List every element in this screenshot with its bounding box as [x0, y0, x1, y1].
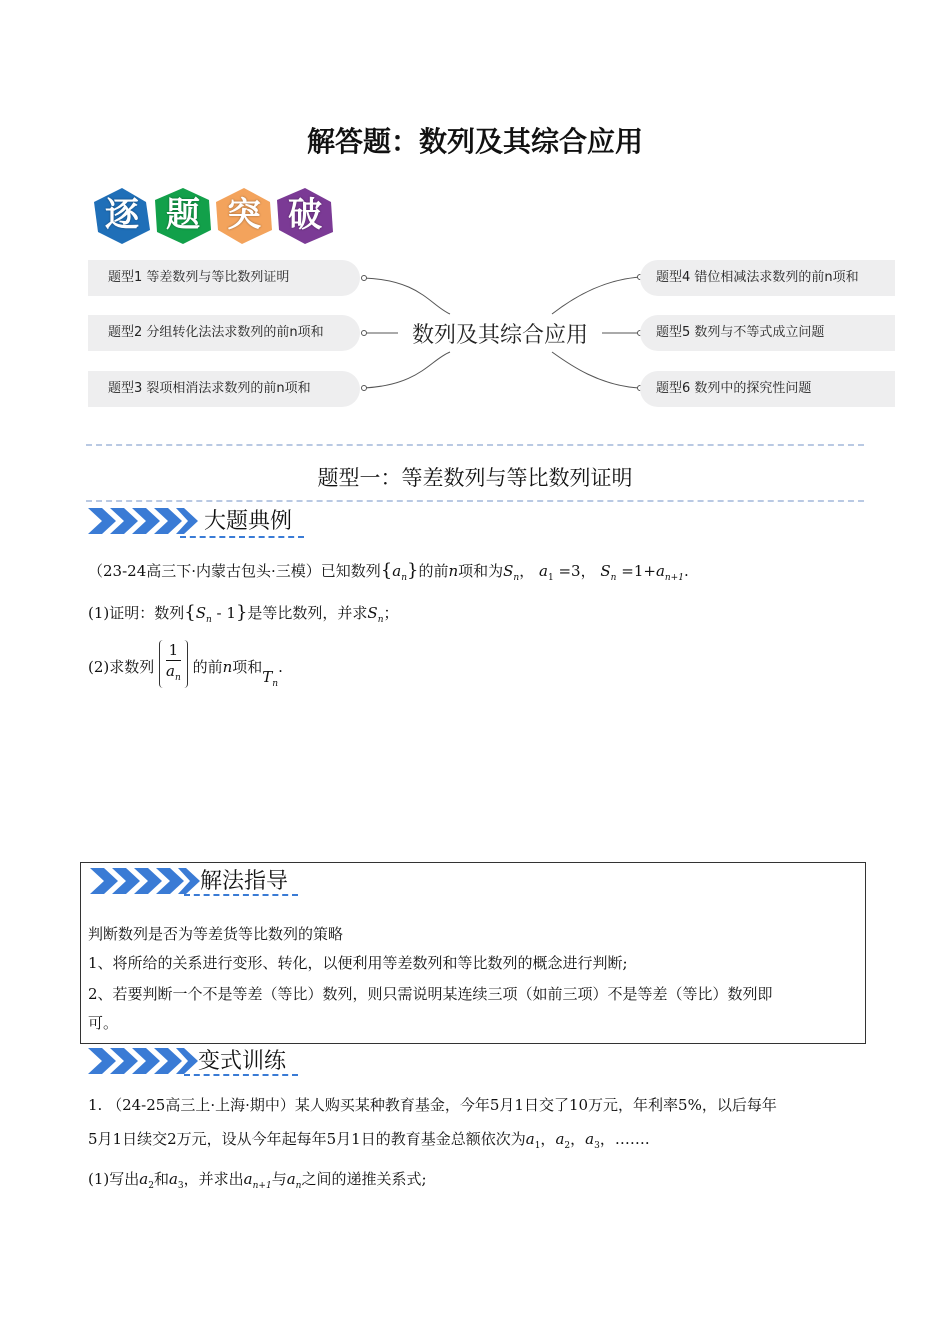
- banner-practice-label: 变式训练: [198, 1049, 287, 1074]
- chevrons-icon: [88, 506, 198, 536]
- mindmap-item-1: 题型1 等差数列与等比数列证明: [88, 260, 360, 296]
- chevrons-icon: [88, 1046, 198, 1076]
- header-bubble-1: [92, 186, 152, 246]
- header-char: 突: [227, 195, 261, 235]
- header-bubble-3: [214, 186, 274, 246]
- brace-right: }: [235, 602, 248, 623]
- practice-line-1: 1. （24-25高三上·上海·期中）某人购买某种教育基金，今年5月1日交了10万元，年利率5%，以后每年: [88, 1096, 777, 1114]
- banner-underline: [180, 536, 304, 538]
- example-question-2: (2)求数列 $\frac{1}{a_n}$ 的前n项和$T_n$.: [88, 641, 283, 689]
- method-line-1: 判断数列是否为等差货等比数列的策略: [88, 925, 344, 943]
- header-bubble-2: [153, 186, 213, 246]
- header-banner: [92, 184, 342, 250]
- banner-underline: [184, 1074, 298, 1076]
- mindmap-item-6: 题型6 数列中的探究性问题: [640, 371, 895, 407]
- section-divider-bottom: [86, 500, 864, 502]
- header-char: 破: [288, 195, 322, 235]
- method-line-3: 2、若要判断一个不是等差（等比）数列，则只需说明某连续三项（如前三项）不是等差（等比）数列即: [88, 985, 773, 1003]
- header-char: 题: [166, 195, 200, 235]
- mindmap-center: 数列及其综合应用: [412, 323, 589, 348]
- brace-left: {: [380, 560, 393, 581]
- section-divider-top: [86, 444, 864, 446]
- section-title: 题型一：等差数列与等比数列证明: [317, 466, 633, 490]
- header-char: 逐: [105, 195, 139, 235]
- mindmap-item-2: 题型2 分组转化法法求数列的前n项和: [88, 315, 360, 351]
- fraction-1-over-an: $\frac{1}{a_n}$: [159, 640, 188, 688]
- banner-method-label: 解法指导: [200, 869, 289, 894]
- mindmap-item-4: 题型4 错位相减法求数列的前n项和: [640, 260, 895, 296]
- practice-line-2: 5月1日续交2万元，设从今年起每年5月1日的教育基金总额依次为$a_1$，$a_2$，$a_3$，…….: [88, 1130, 650, 1151]
- example-statement: （23-24高三下·内蒙古包头·三模）已知数列$\{a_n\}$的前n项和为$S_n$， $a_1 =3$， $S_n =1+a_{n+1}$.: [88, 560, 689, 583]
- banner-underline: [184, 894, 298, 896]
- example-question-1: (1)证明：数列$\{S_n - 1\}$是等比数列，并求$S_n$；: [88, 602, 399, 625]
- method-line-4: 可。: [88, 1014, 119, 1032]
- brace-right: }: [406, 560, 419, 581]
- mindmap-item-5: 题型5 数列与不等式成立问题: [640, 315, 895, 351]
- practice-question-1: (1)写出$a_2$和$a_3$，并求出$a_{n+1}$与$a_n$之间的递推关系式;: [88, 1170, 427, 1191]
- header-bubble-4: [275, 186, 335, 246]
- mindmap-item-3: 题型3 裂项相消法求数列的前n项和: [88, 371, 360, 407]
- brace-left: {: [184, 602, 196, 623]
- page-title: 解答题：数列及其综合应用: [306, 125, 643, 158]
- banner-example-label: 大题典例: [204, 509, 293, 534]
- chevrons-icon: [90, 866, 200, 896]
- method-line-2: 1、将所给的关系进行变形、转化，以便利用等差数列和等比数列的概念进行判断;: [88, 954, 628, 972]
